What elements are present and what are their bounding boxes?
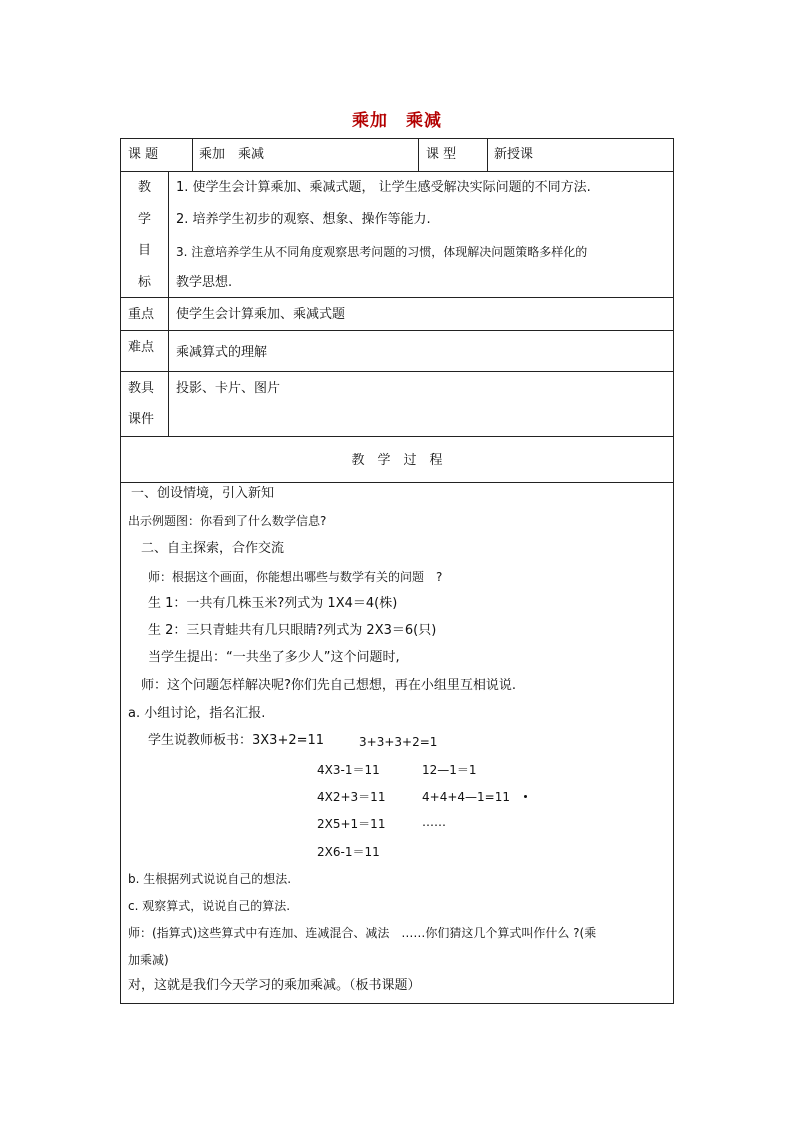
process-line-13: 师：(指算式)这些算式中有连加、连减混合、减法 ……你们猜这几个算式叫作什么 ?(乘 [128,926,597,940]
type-label: 课 型 [426,147,457,162]
process-line-3: 二、自主探索，合作交流 [141,541,285,556]
process-line-1: 一、创设情境，引入新知 [131,486,275,501]
difficulty-label: 难点 [128,340,155,355]
key-point-value: 使学生会计算乘加、乘减式题 [176,307,346,322]
board-eq-left-2: 4X2+3＝11 [317,790,386,804]
topic-label: 课 题 [128,147,159,162]
materials-label-1: 教具 [128,381,155,396]
goal-item-1: 1. 使学生会计算乘加、乘减式题， 让学生感受解决实际问题的不同方法. [176,180,591,195]
process-header: 教 学 过 程 [351,453,443,468]
process-line-4: 师：根据这个画面，你能想出哪些与数学有关的问题 ? [148,570,443,584]
board-eq-right-1: 12—1＝1 [422,763,477,777]
stray-dot [524,795,527,798]
topic-value: 乘加 乘减 [199,147,265,162]
board-eq-left-4: 2X6-1＝11 [317,845,380,859]
document-title: 乘加 乘减 [352,111,442,131]
goal-item-2: 2. 培养学生初步的观察、想象、操作等能力. [176,212,431,227]
process-line-14: 加乘减) [128,953,169,967]
board-eq-left-3: 2X5+1＝11 [317,817,386,831]
materials-label-2: 课件 [128,412,155,427]
key-point-label: 重点 [128,307,155,322]
difficulty-value: 乘减算式的理解 [176,345,268,360]
goals-label-3: 目 [138,243,152,258]
goals-label-2: 学 [138,212,152,227]
board-eq-right-0: 3+3+3+2=1 [359,735,438,749]
goal-item-4: 教学思想. [176,275,233,290]
type-value: 新授课 [494,147,534,162]
process-line-11: b. 生根据列式说说自己的想法. [128,872,292,886]
board-eq-right-3: …… [422,815,446,829]
process-line-8: 师：这个问题怎样解决呢?你们先自己想想，再在小组里互相说说. [141,678,517,693]
process-line-12: c. 观察算式，说说自己的算法. [128,899,291,913]
materials-value: 投影、卡片、图片 [176,381,281,396]
goal-item-3: 3. 注意培养学生从不同角度观察思考问题的习惯，体现解决问题策略多样化的 [176,245,588,259]
board-eq-left-1: 4X3-1＝11 [317,763,380,777]
goals-label-1: 教 [138,180,152,195]
board-intro: 学生说教师板书：3X3+2=11 [148,733,325,748]
process-line-7: 当学生提出：“一共坐了多少人”这个问题时, [148,650,400,665]
process-line-5: 生 1：一共有几株玉米?列式为 1X4＝4(株) [148,596,398,611]
process-line-6: 生 2：三只青蛙共有几只眼睛?列式为 2X3＝6(只) [148,623,437,638]
process-line-15: 对，这就是我们今天学习的乘加乘减。（板书课题） [128,978,421,993]
goals-label-4: 标 [138,275,152,290]
process-line-9: a. 小组讨论，指名汇报. [128,706,266,721]
process-line-2: 出示例题图：你看到了什么数学信息? [128,514,327,528]
board-eq-right-2: 4+4+4—1=11 [422,790,510,804]
